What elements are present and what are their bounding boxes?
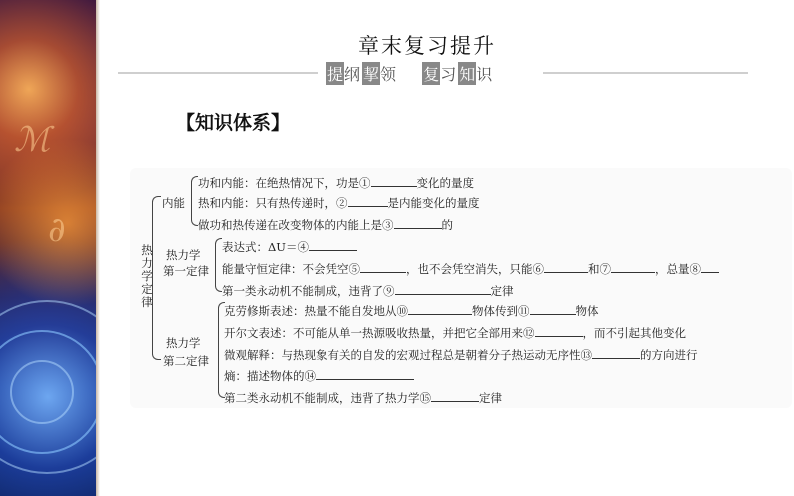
banner-line-left (118, 72, 318, 74)
branch-label-first-law-2: 第一定律 (163, 264, 209, 278)
internal-energy-line-2: 热和内能：只有热传递时，② 是内能变化的量度 (198, 196, 480, 210)
branch-label-first-law-1: 热力学 (166, 248, 201, 262)
page-title: 章末复习提升 (358, 34, 496, 58)
branch-label-internal-energy: 内能 (162, 196, 185, 210)
banner-words (326, 62, 494, 85)
second-law-line-3: 微观解释：与热现象有关的自发的宏观过程总是朝着分子热运动无序性⑬ 的方向进行 (224, 348, 698, 362)
banner-char: 复 (422, 62, 440, 85)
sidebar-fade (96, 0, 100, 496)
decorative-sidebar-image: ℳ ∂ (0, 0, 96, 496)
banner-char: 知 (458, 62, 476, 85)
second-law-line-2: 开尔文表述：不可能从单一热源吸收热量，并把它全部用来⑫ ，而不引起其他变化 (224, 326, 686, 340)
root-label: 热力学定律 (141, 243, 153, 309)
banner-line-right (543, 72, 748, 74)
branch-label-second-law-1: 热力学 (166, 336, 201, 350)
first-law-bracket (215, 238, 222, 292)
branch-label-second-law-2: 第二定律 (163, 354, 209, 368)
internal-energy-line-3: 做功和热传递在改变物体的内能上是③ 的 (198, 218, 453, 232)
internal-energy-bracket (191, 176, 198, 226)
first-law-line-2: 能量守恒定律：不会凭空⑤ ，也不会凭空消失，只能⑥ 和⑦ ，总量⑧ (222, 260, 719, 276)
first-law-line-1: 表达式：ΔU＝④ (222, 238, 357, 254)
first-law-line-3: 第一类永动机不能制成，违背了⑨ 定律 (222, 284, 514, 298)
second-law-line-4: 熵：描述物体的⑭ (224, 367, 414, 383)
second-law-line-5: 第二类永动机不能制成，违背了热力学⑮ 定律 (224, 391, 502, 405)
banner-char: 识 (476, 65, 493, 84)
banner-char: 纲 (344, 65, 361, 84)
second-law-line-1: 克劳修斯表述：热量不能自发地从⑩ 物体传到⑪ 物体 (224, 304, 599, 318)
subtitle-banner (118, 62, 748, 82)
banner-char: 提 (326, 62, 344, 85)
internal-energy-line-1: 功和内能：在绝热情况下，功是① 变化的量度 (198, 176, 474, 190)
banner-char: 习 (440, 65, 457, 84)
banner-char: 挈 (362, 62, 380, 85)
section-heading: 【知识体系】 (176, 112, 291, 134)
root-bracket (152, 196, 161, 360)
banner-char: 领 (380, 65, 397, 84)
